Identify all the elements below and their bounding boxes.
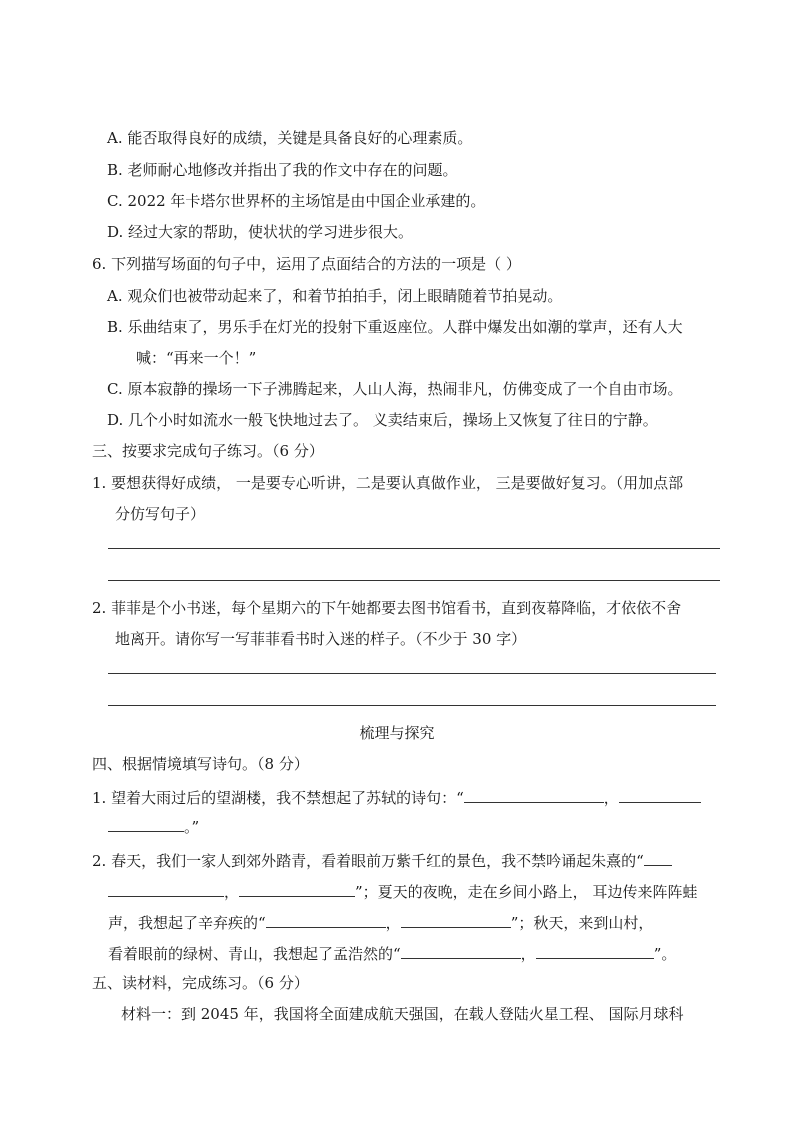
s4-q1-end: 。”: [184, 818, 200, 836]
fill-blank[interactable]: [619, 786, 701, 803]
q5-option-b: B. 老师耐心地修改并指出了我的作文中存在的问题。: [107, 161, 458, 179]
q6-option-c: C. 原本寂静的操场一下子沸腾起来，人山人海，热闹非凡，仿佛变成了一个自由市场。: [107, 380, 683, 398]
s3-q2-line2: 地离开。请你写一写菲菲看书时入迷的样子。（不少于 30 字）: [115, 630, 527, 648]
s4-q2-end: ”。: [653, 945, 677, 963]
fill-blank[interactable]: [266, 911, 386, 928]
s4-q2-comma1: ，: [224, 883, 240, 901]
answer-line[interactable]: [108, 580, 720, 581]
q6-stem: 6. 下列描写场面的句子中，运用了点面结合的方法的一项是（ ）: [92, 255, 521, 273]
s5-material1: 材料一：到 2045 年，我国将全面建成航天强国，在载人登陆火星工程、 国际月球科: [121, 1005, 684, 1023]
s3-q1-line2: 分仿写句子）: [115, 505, 206, 523]
fill-blank[interactable]: [108, 815, 184, 832]
fill-blank[interactable]: [644, 849, 672, 866]
s4-q2-line1: [92, 849, 672, 871]
s4-q2-text3: 声，我想起了辛弃疾的“: [108, 914, 266, 932]
s4-q2-comma3: ，: [520, 945, 536, 963]
section3-title: 三、按要求完成句子练习。（6 分）: [92, 442, 324, 460]
q6-option-b-line1: B. 乐曲结束了，男乐手在灯光的投射下重返座位。人群中爆发出如潮的掌声，还有人大: [107, 318, 683, 336]
answer-line[interactable]: [108, 548, 720, 549]
s4-q2-text5: 看着眼前的绿树、青山，我想起了孟浩然的“: [108, 945, 401, 963]
s4-q2-text4: ”；秋天，来到山村，: [510, 914, 654, 932]
q5-option-c: C. 2022 年卡塔尔世界杯的主场馆是由中国企业承建的。: [107, 192, 486, 210]
s4-q1-line1: [92, 786, 701, 808]
fill-blank[interactable]: [401, 911, 511, 928]
section4-title: 四、根据情境填写诗句。（8 分）: [92, 755, 309, 773]
answer-line[interactable]: [108, 705, 716, 706]
s4-q1-text: 1. 望着大雨过后的望湖楼，我不禁想起了苏轼的诗句：“: [92, 789, 464, 807]
fill-blank[interactable]: [239, 880, 355, 897]
fill-blank[interactable]: [401, 942, 521, 959]
fill-blank[interactable]: [464, 786, 604, 803]
q6-option-b-line2: 喊：“再来一个！”: [136, 349, 257, 367]
s4-q2-line4: [108, 942, 676, 964]
s3-q1-line1: 1. 要想获得好成绩， 一是要专心听讲，二是要认真做作业， 三是要做好复习。（用加点部: [92, 474, 684, 492]
s4-q2-line2: [108, 880, 697, 902]
q5-option-a: A. 能否取得良好的成绩，关键是具备良好的心理素质。: [107, 129, 473, 147]
s4-q2-comma2: ，: [385, 914, 401, 932]
s4-q2-line3: [108, 911, 653, 933]
answer-line[interactable]: [108, 673, 716, 674]
q6-option-a: A. 观众们也被带动起来了，和着节拍拍手，闭上眼睛随着节拍晃动。: [107, 287, 563, 305]
s4-q2-text: 2. 春天，我们一家人到郊外踏青，看着眼前万紫千红的景色，我不禁吟诵起朱熹的“: [92, 852, 644, 870]
section5-title: 五、读材料，完成练习。（6 分）: [92, 974, 309, 992]
s4-q1-comma: ，: [603, 789, 619, 807]
q6-option-d: D. 几个小时如流水一般飞快地过去了。 义卖结束后，操场上又恢复了往日的宁静。: [107, 411, 658, 429]
section-heading: 梳理与探究: [359, 724, 435, 742]
q5-option-d: D. 经过大家的帮助，使状状的学习进步很大。: [107, 223, 414, 241]
fill-blank[interactable]: [536, 942, 654, 959]
s4-q2-text2: ”；夏天的夜晚，走在乡间小路上， 耳边传来阵阵蛙: [355, 883, 698, 901]
s3-q2-line1: 2. 菲菲是个小书迷，每个星期六的下午她都要去图书馆看书，直到夜幕降临，才依依不舍: [92, 599, 682, 617]
fill-blank[interactable]: [108, 880, 224, 897]
s4-q1-line2: [108, 815, 199, 837]
